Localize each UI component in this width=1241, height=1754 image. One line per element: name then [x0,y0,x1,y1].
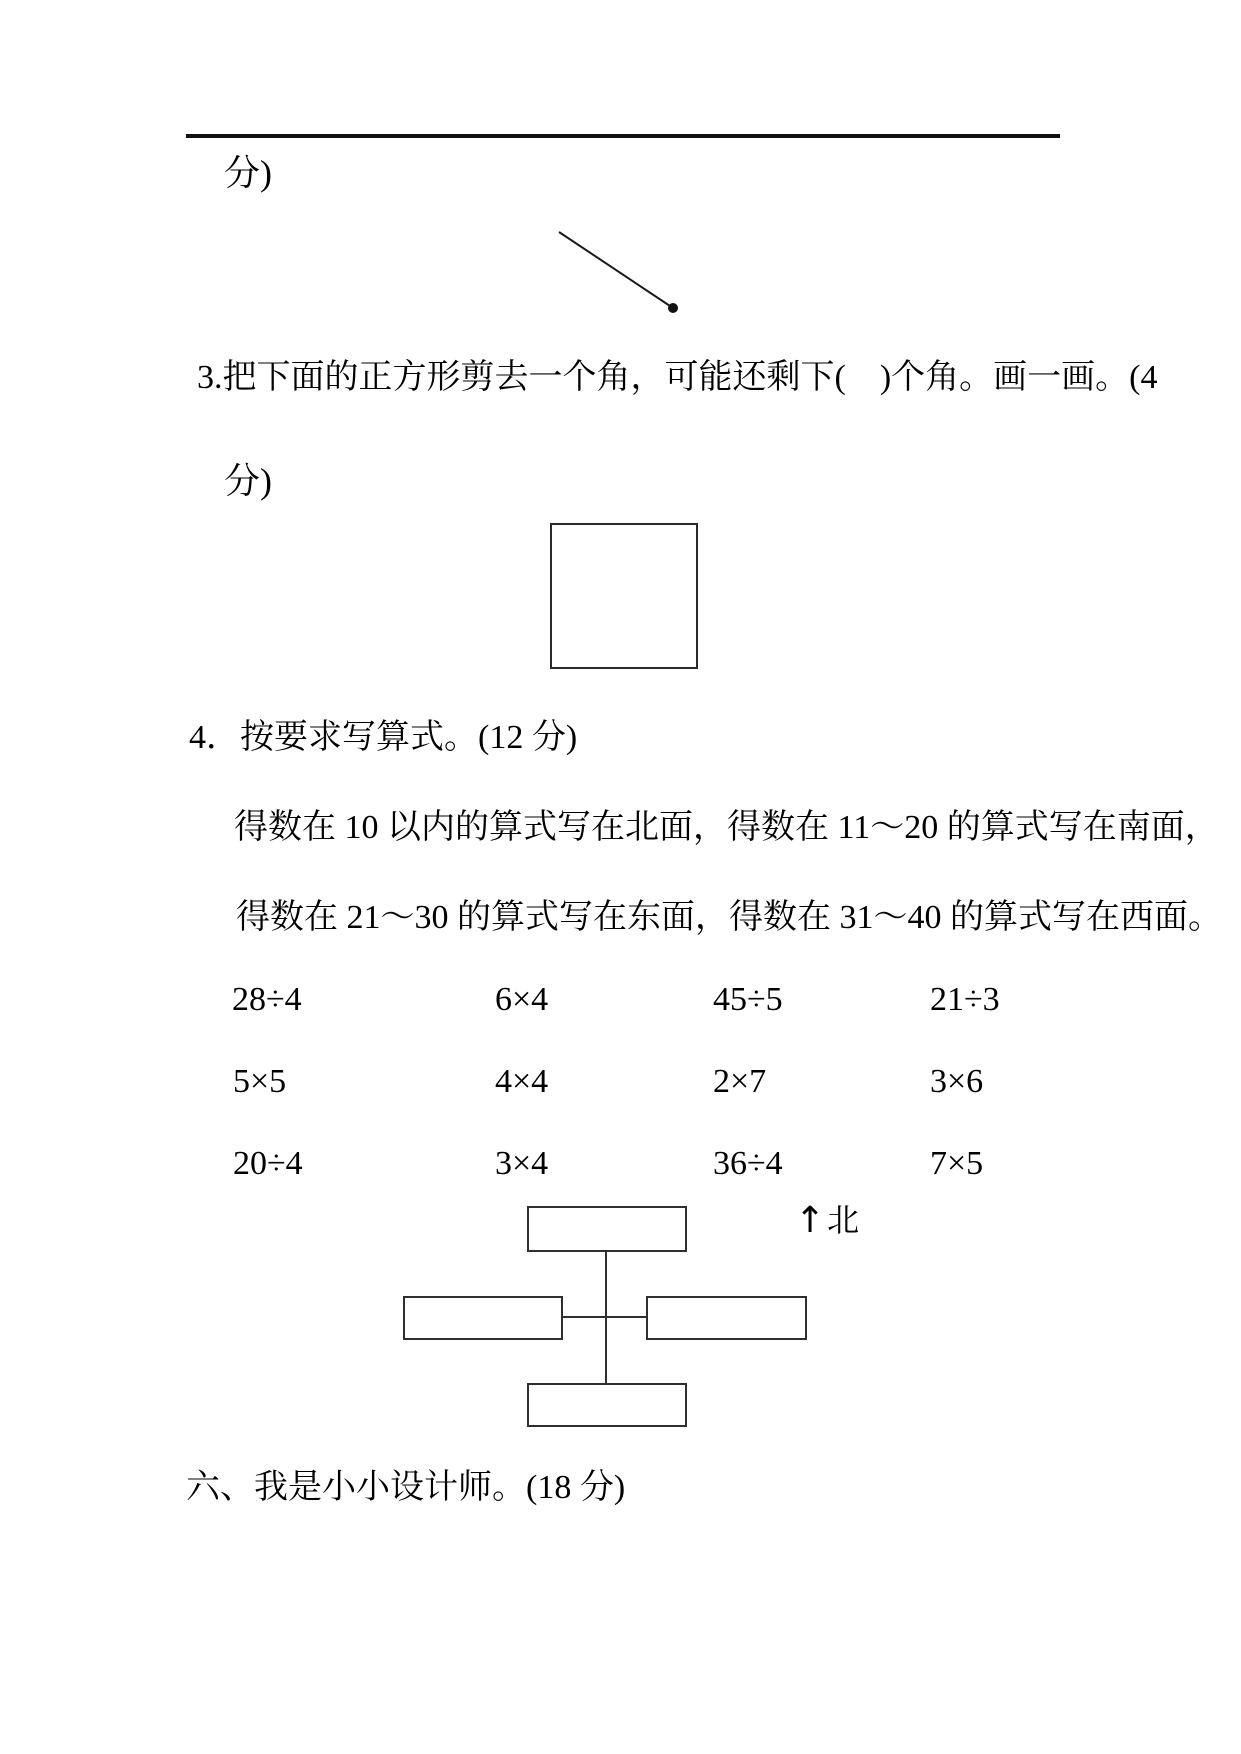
north-label: 北 [827,1202,860,1238]
square-figure [550,523,698,669]
expression-cell: 7×5 [930,1145,984,1182]
line-segment-figure [548,222,688,322]
expression-cell: 5×5 [233,1063,287,1100]
question4-heading: 4．按要求写算式。(12 分) [189,719,578,756]
question3-score-suffix: 分) [224,461,272,501]
cross-horizontal-line [561,1316,646,1318]
expression-cell: 45÷5 [713,981,783,1018]
answer-box-west[interactable] [403,1296,563,1340]
expression-cell: 28÷4 [232,981,302,1018]
expression-cell: 6×4 [495,981,549,1018]
expression-cell: 3×6 [930,1063,984,1100]
question6-heading: 六、我是小小设计师。(18 分) [186,1469,626,1506]
line-segment-icon [548,222,688,322]
expression-cell: 36÷4 [713,1145,783,1182]
answer-box-north[interactable] [527,1206,687,1252]
answer-box-south[interactable] [527,1383,687,1427]
expression-cell: 2×7 [713,1063,767,1100]
header-rule [186,134,1060,138]
question2-score-suffix: 分) [224,153,272,193]
expression-cell: 3×4 [495,1145,549,1182]
north-arrow-icon: ↑ [795,1200,826,1241]
question4-instruction-line2: 得数在 21～30 的算式写在东面，得数在 31～40 的算式写在西面。 [236,899,1222,936]
compass-marker [795,1200,860,1241]
expression-cell: 21÷3 [930,981,1000,1018]
question3-text: 3.把下面的正方形剪去一个角，可能还剩下( )个角。画一画。(4 [197,359,1158,396]
expression-cell: 4×4 [495,1063,549,1100]
answer-box-east[interactable] [646,1296,807,1340]
question4-instruction-line1: 得数在 10 以内的算式写在北面，得数在 11～20 的算式写在南面， [234,809,1219,846]
expression-cell: 20÷4 [233,1145,303,1182]
